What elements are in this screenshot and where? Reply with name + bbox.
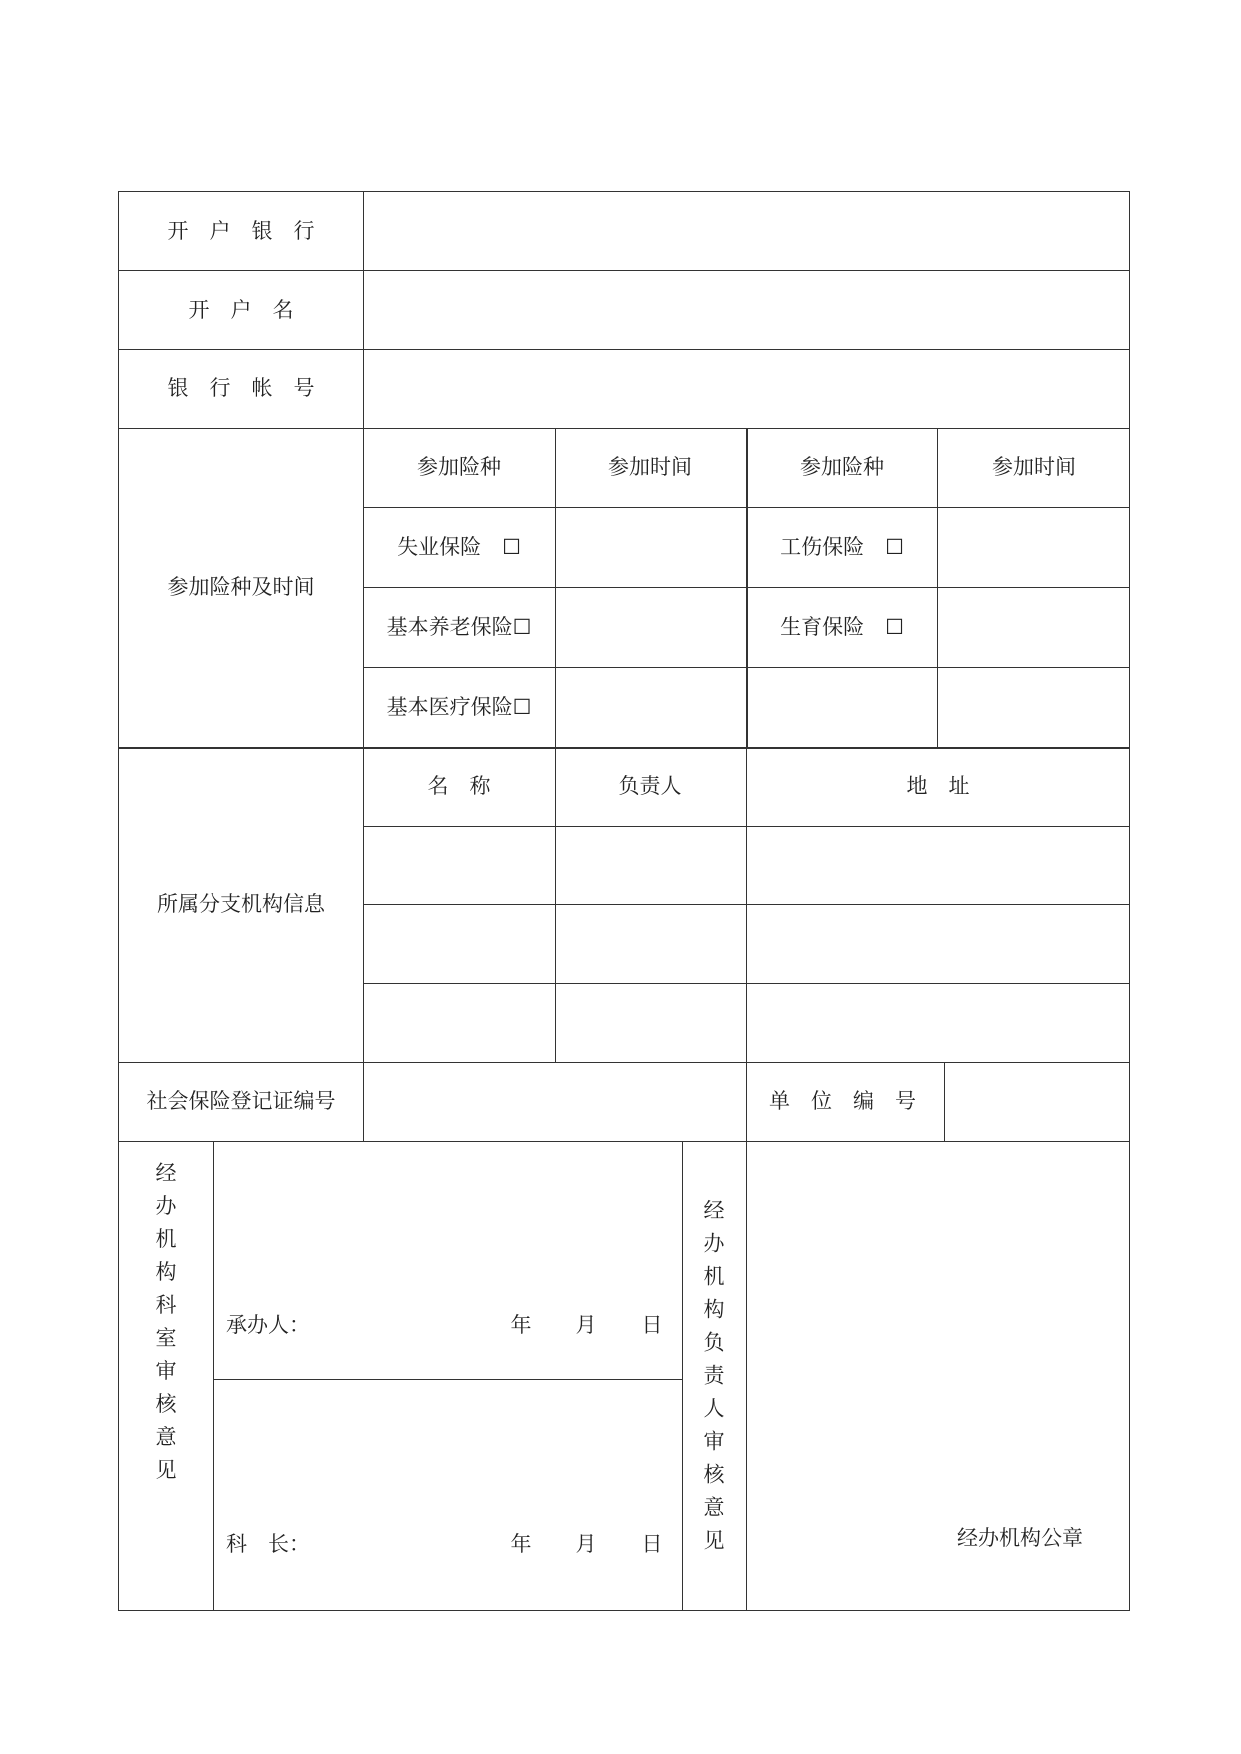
row-divider bbox=[118, 428, 1130, 429]
account-number-label: 银 行 帐 号 bbox=[167, 376, 315, 400]
bank-label: 开 户 银 行 bbox=[167, 219, 315, 243]
account-name-label: 开 户 名 bbox=[188, 298, 294, 322]
unemployment-checkbox[interactable]: 失业保险 ☐ bbox=[397, 535, 521, 559]
account-name-field[interactable] bbox=[364, 271, 1129, 349]
insurance-type-header: 参加险种 bbox=[417, 455, 501, 479]
account-number-field[interactable] bbox=[364, 350, 1129, 428]
head-review-label: 经办机构负责人审核意见 bbox=[703, 1198, 725, 1553]
insurance-type-header-2: 参加险种 bbox=[800, 455, 884, 479]
col-divider bbox=[746, 428, 748, 747]
insurance-label: 参加险种及时间 bbox=[167, 575, 315, 599]
col-divider bbox=[682, 1141, 683, 1611]
row-divider bbox=[118, 1141, 1130, 1142]
handler-label: 承办人： bbox=[226, 1313, 310, 1337]
seal-label: 经办机构公章 bbox=[957, 1526, 1083, 1550]
medical-checkbox[interactable]: 基本医疗保险☐ bbox=[386, 695, 532, 719]
cert-number-label: 社会保险登记证编号 bbox=[146, 1089, 336, 1113]
handler-day: 日 bbox=[641, 1313, 663, 1337]
branch-address-header: 地 址 bbox=[906, 774, 970, 798]
col-divider bbox=[555, 428, 556, 1062]
row-divider bbox=[213, 1379, 682, 1380]
unit-number-label: 单 位 编 号 bbox=[769, 1089, 916, 1113]
col-divider bbox=[937, 428, 938, 747]
insurance-time-header-2: 参加时间 bbox=[992, 455, 1076, 479]
insurance-time-header: 参加时间 bbox=[608, 455, 692, 479]
dept-review-label: 经办机构科室审核意见 bbox=[155, 1161, 177, 1482]
handler-month: 月 bbox=[575, 1313, 597, 1337]
chief-year: 年 bbox=[510, 1532, 532, 1556]
chief-day: 日 bbox=[641, 1532, 663, 1556]
chief-label: 科 长： bbox=[226, 1532, 310, 1556]
bank-field[interactable] bbox=[364, 192, 1129, 270]
col-divider bbox=[746, 747, 747, 1611]
branch-name-header: 名 称 bbox=[427, 774, 491, 798]
unit-number-field[interactable] bbox=[945, 1063, 1129, 1141]
branch-head-header: 负责人 bbox=[618, 774, 682, 798]
cert-number-field[interactable] bbox=[364, 1063, 746, 1141]
row-divider bbox=[118, 747, 1130, 749]
pension-checkbox[interactable]: 基本养老保险☐ bbox=[386, 615, 532, 639]
injury-checkbox[interactable]: 工伤保险 ☐ bbox=[780, 535, 904, 559]
chief-month: 月 bbox=[575, 1532, 597, 1556]
branch-label: 所属分支机构信息 bbox=[157, 892, 325, 916]
handler-year: 年 bbox=[510, 1313, 532, 1337]
maternity-checkbox[interactable]: 生育保险 ☐ bbox=[780, 615, 904, 639]
col-divider bbox=[213, 1141, 214, 1611]
